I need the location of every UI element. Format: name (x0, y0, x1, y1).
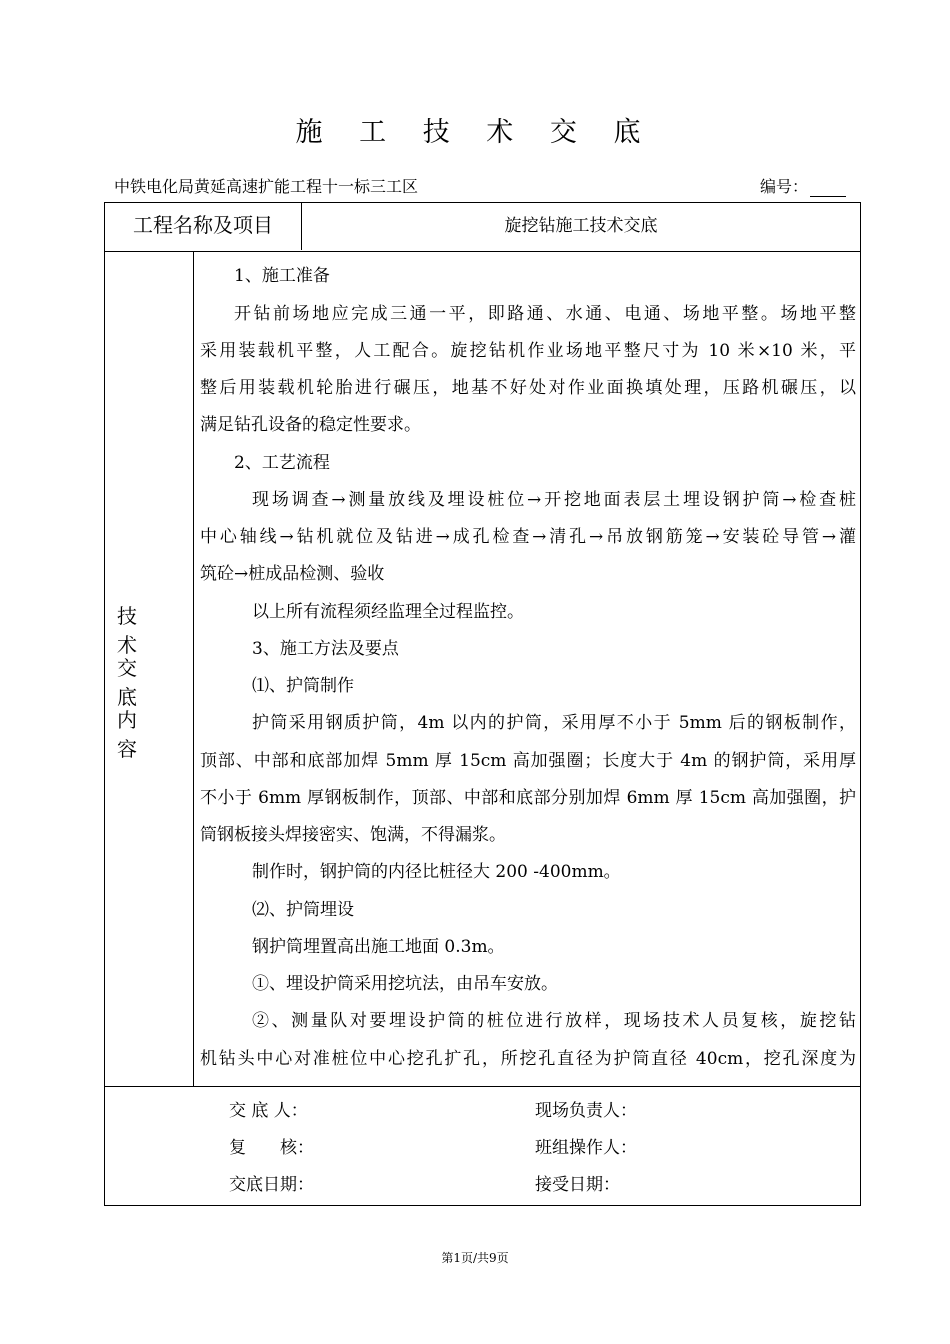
content-line: 2、工艺流程 (234, 453, 330, 473)
document-number (760, 174, 846, 197)
page-number: 第1页/共9页 (441, 1251, 509, 1265)
content-line: ①、埋设护筒采用挖坑法，由吊车安放。 (252, 974, 558, 994)
content-line: 1、施工准备 (234, 266, 330, 286)
content-line: ⑵、护筒埋设 (252, 900, 354, 920)
technical-content (194, 252, 860, 1086)
accept-date-label: 接受日期： (535, 1175, 620, 1195)
handover-date-label: 交底日期： (229, 1175, 314, 1195)
content-line: 制作时，钢护筒的内径比桩径大 200 -400mm。 (252, 862, 621, 882)
content-line: 现场调查→测量放线及埋设桩位→开挖地面表层土埋设钢护筒→检查桩 (252, 490, 856, 510)
organization-name: 中铁电化局黄延高速扩能工程十一标三工区 (114, 177, 419, 196)
content-line: ⑴、护筒制作 (252, 676, 354, 696)
content-line: 机钻头中心对准桩位中心挖孔扩孔，所挖孔直径为护筒直径 40cm，挖孔深度为 (200, 1049, 856, 1069)
project-row (105, 203, 860, 252)
content-line: 中心轴线→钻机就位及钻进→成孔检查→清孔→吊放钢筋笼→安装砼导管→灌 (200, 527, 856, 547)
content-line: 开钻前场地应完成三通一平，即路通、水通、电通、场地平整。场地平整 (234, 304, 856, 324)
number-label: 编号： (760, 177, 809, 196)
reviewer-label: 复 核： (229, 1138, 314, 1158)
content-line: ②、测量队对要埋设护筒的桩位进行放样，现场技术人员复核，旋挖钻 (252, 1011, 856, 1031)
project-value: 旋挖钻施工技术交底 (504, 216, 658, 236)
section-label-line-1: 技术 (117, 604, 137, 657)
section-label-line-2: 交底 (117, 656, 137, 709)
handover-by-label: 交 底 人： (229, 1101, 308, 1121)
content-line: 以上所有流程须经监理全过程监控。 (252, 602, 524, 622)
handover-table (104, 202, 861, 1206)
content-line: 筒钢板接头焊接密实、饱满，不得漏浆。 (200, 825, 506, 845)
content-line: 钢护筒埋置高出施工地面 0.3m。 (252, 937, 505, 957)
section-label-line-3: 内容 (117, 708, 137, 761)
site-manager-label: 现场负责人： (535, 1101, 637, 1121)
content-line: 筑砼→桩成品检测、验收 (200, 564, 385, 584)
team-operator-label: 班组操作人： (535, 1138, 637, 1158)
document-title: 施 工 技 术 交 底 (295, 117, 655, 148)
content-line: 3、施工方法及要点 (252, 639, 399, 659)
content-line: 护筒采用钢质护筒，4m 以内的护筒，采用厚不小于 5mm 后的钢板制作， (252, 713, 856, 733)
content-line: 采用装载机平整，人工配合。旋挖钻机作业场地平整尺寸为 10 米×10 米，平 (200, 341, 856, 361)
signature-area (105, 1086, 860, 1205)
number-blank (810, 182, 846, 197)
section-label (105, 252, 194, 1086)
project-label: 工程名称及项目 (105, 203, 302, 250)
content-line: 满足钻孔设备的稳定性要求。 (200, 415, 421, 435)
content-line: 顶部、中部和底部加焊 5mm 厚 15cm 高加强圈；长度大于 4m 的钢护筒，采用厚 (200, 751, 856, 771)
content-line: 整后用装载机轮胎进行碾压，地基不好处对作业面换填处理，压路机碾压，以 (200, 378, 856, 398)
content-line: 不小于 6mm 厚钢板制作，顶部、中部和底部分别加焊 6mm 厚 15cm 高加强圈，护 (200, 788, 856, 808)
